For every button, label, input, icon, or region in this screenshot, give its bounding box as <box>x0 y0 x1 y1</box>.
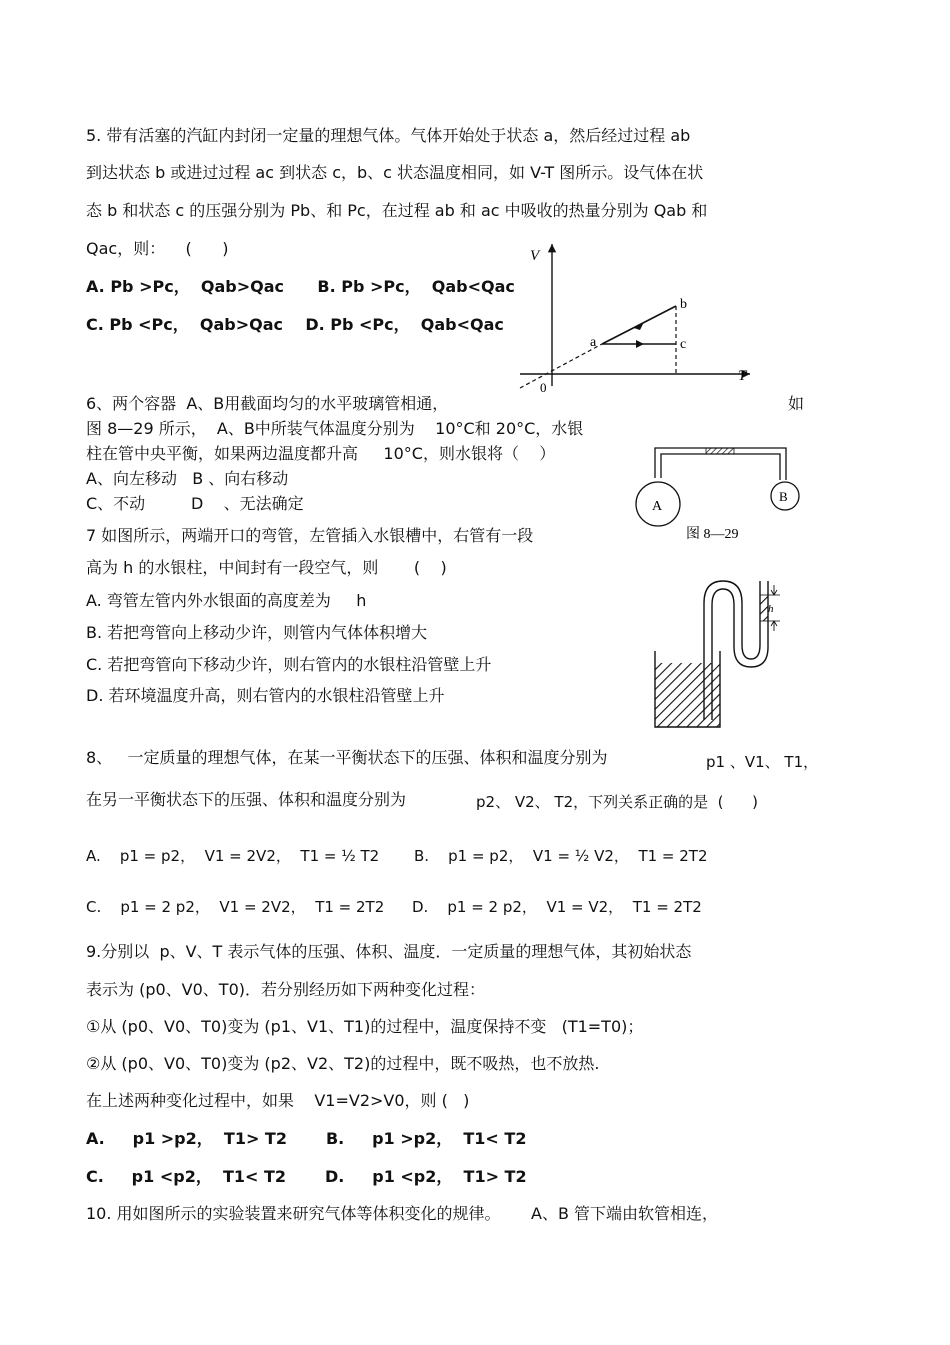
q8-option-a: A. p1 = p2， V1 = 2V2， T1 = ½ T2 <box>86 847 380 865</box>
dashed-extension-line <box>520 344 602 388</box>
figure-caption: 图 8—29 <box>686 527 739 542</box>
connecting-tube-inner <box>661 454 780 480</box>
q6-option-ab: A、向左移动 B 、向右移动 <box>86 469 289 488</box>
q9-line-2: 表示为 (p0、V0、T0)．若分别经历如下两种变化过程： <box>86 980 485 999</box>
q6-line-2: 图 8—29 所示， A、B中所装气体温度分别为 10°C和 20°C，水银 <box>86 419 584 438</box>
point-c-label: c <box>680 337 687 352</box>
q7-option-d: D. 若环境温度升高，则右管内的水银柱沿管壁上升 <box>86 686 445 705</box>
q5-option-ab: A. Pb >Pc， Qab>Qac B. Pb >Pc， Qab<Qac <box>86 277 515 296</box>
q5-line-1: 5. 带有活塞的汽缸内封闭一定量的理想气体。气体开始处于状态 a，然后经过过程 ab <box>86 126 691 145</box>
q6-line-3: 柱在管中央平衡，如果两边温度都升高 10°C，则水银将（ ） <box>86 444 556 463</box>
q6-line-1: 6、两个容器 A、B用截面均匀的水平玻璃管相通， <box>86 394 449 413</box>
container-a-label: A <box>652 499 663 514</box>
q7-line-1: 7 如图所示，两端开口的弯管，左管插入水银槽中，右管有一段 <box>86 526 534 545</box>
q8-option-c: C. p1 = 2 p2， V1 = 2V2， T1 = 2T2 <box>86 898 385 916</box>
q8-line-2-vars: p2、 V2、 T2，下列关系正确的是 ( ) <box>476 793 758 811</box>
figure-8-29 <box>628 440 808 545</box>
q5-line-4: Qac，则： ( ) <box>86 239 229 258</box>
q7-option-b: B. 若把弯管向上移动少许，则管内气体体积增大 <box>86 623 428 642</box>
point-b-label: b <box>680 297 687 312</box>
point-a-label: a <box>590 335 597 350</box>
container-b-label: B <box>779 489 788 504</box>
mercury-trough-fill <box>655 663 720 727</box>
q5-option-cd: C. Pb <Pc， Qab>Qac D. Pb <Pc， Qab<Qac <box>86 315 504 334</box>
q7-option-a: A. 弯管左管内外水银面的高度差为 h <box>86 591 367 610</box>
q9-option-ab: A. p1 >p2， T1> T2 B. p1 >p2， T1< T2 <box>86 1129 527 1148</box>
mercury-column-h <box>760 595 768 621</box>
v-axis-label: V <box>530 248 540 264</box>
mercury-column <box>706 448 734 454</box>
bent-tube-figure <box>650 575 790 735</box>
q10-line-1: 10. 用如图所示的实验装置来研究气体等体积变化的规律。 A、B 管下端由软管相连， <box>86 1204 719 1223</box>
q9-option-cd: C. p1 <p2， T1< T2 D. p1 <p2， T1> T2 <box>86 1167 527 1186</box>
q8-option-d: D. p1 = 2 p2， V1 = V2， T1 = 2T2 <box>412 898 702 916</box>
q9-line-3: ①从 (p0、V0、T0)变为 (p1、V1、T1)的过程中，温度保持不变 (T1=T0)； <box>86 1017 644 1036</box>
q8-line-1-vars: p1 、V1、 T1， <box>706 753 819 771</box>
origin-label: 0 <box>540 380 547 395</box>
q9-line-5: 在上述两种变化过程中，如果 V1=V2>V0，则 ( ) <box>86 1091 470 1110</box>
q7-option-c: C. 若把弯管向下移动少许，则右管内的水银柱沿管壁上升 <box>86 655 492 674</box>
q8-option-b: B. p1 = p2， V1 = ½ V2， T1 = 2T2 <box>414 847 708 865</box>
h-label: h <box>768 603 774 615</box>
q8-line-2: 在另一平衡状态下的压强、体积和温度分别为 <box>86 790 407 809</box>
q5-line-3: 态 b 和状态 c 的压强分别为 Pb、和 Pc，在过程 ab 和 ac 中吸收的热量分别为 Qab 和 <box>86 201 708 220</box>
q6-line-1-right: 如 <box>788 394 805 413</box>
t-axis-label: T <box>738 368 747 384</box>
q5-line-2: 到达状态 b 或进过过程 ac 到状态 c，b、c 状态温度相同，如 V-T 图所示。设气体在状 <box>86 163 704 182</box>
q8-line-1: 8、 一定质量的理想气体，在某一平衡状态下的压强、体积和温度分别为 <box>86 748 608 767</box>
h-arrow-top <box>771 585 777 595</box>
q9-line-4: ②从 (p0、V0、T0)变为 (p2、V2、T2)的过程中，既不吸热，也不放热. <box>86 1054 600 1073</box>
q6-option-cd: C、不动 D 、无法确定 <box>86 494 304 513</box>
vt-graph <box>510 236 760 396</box>
process-ac-arrow <box>636 340 644 348</box>
q9-line-1: 9.分别以 p、V、T 表示气体的压强、体积、温度．一定质量的理想气体，其初始状态 <box>86 942 692 961</box>
q7-line-2: 高为 h 的水银柱，中间封有一段空气，则 ( ) <box>86 558 447 577</box>
h-arrow-bottom <box>771 621 777 631</box>
